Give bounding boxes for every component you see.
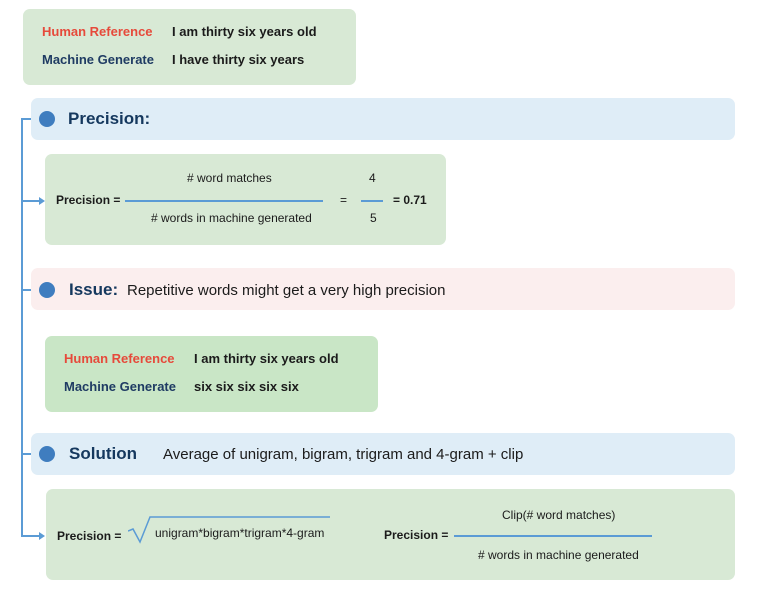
human-reference-text: I am thirty six years old — [172, 24, 317, 39]
issue-bullet-icon — [39, 282, 55, 298]
human-reference-label: Human Reference — [42, 24, 153, 39]
connector-solution-box — [21, 535, 39, 537]
issue-example-box — [45, 336, 378, 412]
precision-equals: = — [340, 193, 348, 207]
precision-lhs: Precision = — [56, 193, 121, 207]
precision-numerator: # word matches — [187, 171, 272, 185]
precision-result: = 0.71 — [393, 193, 427, 207]
solution-formula-box — [46, 489, 735, 580]
precision-fraction-line — [125, 200, 323, 202]
arrow-solution-box — [39, 532, 45, 540]
connector-vertical-line — [21, 119, 23, 536]
issue-text: Repetitive words might get a very high precision — [127, 282, 446, 299]
solution-precision-lhs-2: Precision = — [384, 528, 449, 542]
solution-bullet-icon — [39, 446, 55, 462]
precision-num-value: 4 — [369, 171, 376, 185]
machine-generate-text: I have thirty six years — [172, 52, 305, 67]
issue-human-reference-label: Human Reference — [64, 351, 175, 366]
solution-precision-lhs-1: Precision = — [57, 529, 122, 543]
solution-text: Average of unigram, bigram, trigram and 4-gram + clip — [163, 446, 524, 463]
precision-formula-box — [45, 154, 446, 245]
precision-bullet-icon — [39, 111, 55, 127]
solution-fraction-line — [454, 535, 652, 537]
precision-heading: Precision: — [68, 109, 151, 128]
solution-radicand: unigram*bigram*trigram*4-gram — [155, 526, 325, 540]
connector-precision-box — [21, 200, 39, 202]
precision-denominator: # words in machine generated — [151, 211, 312, 225]
solution-heading: Solution — [69, 444, 137, 463]
issue-machine-generate-text: six six six six six — [194, 379, 299, 394]
machine-generate-label: Machine Generate — [42, 52, 154, 67]
top-example-box — [23, 9, 356, 85]
solution-numerator: Clip(# word matches) — [502, 508, 616, 522]
issue-machine-generate-label: Machine Generate — [64, 379, 176, 394]
precision-value-fraction-line — [361, 200, 383, 202]
issue-human-reference-text: I am thirty six years old — [194, 351, 339, 366]
solution-denominator: # words in machine generated — [478, 548, 639, 562]
precision-den-value: 5 — [370, 211, 377, 225]
issue-heading: Issue: — [69, 280, 119, 299]
